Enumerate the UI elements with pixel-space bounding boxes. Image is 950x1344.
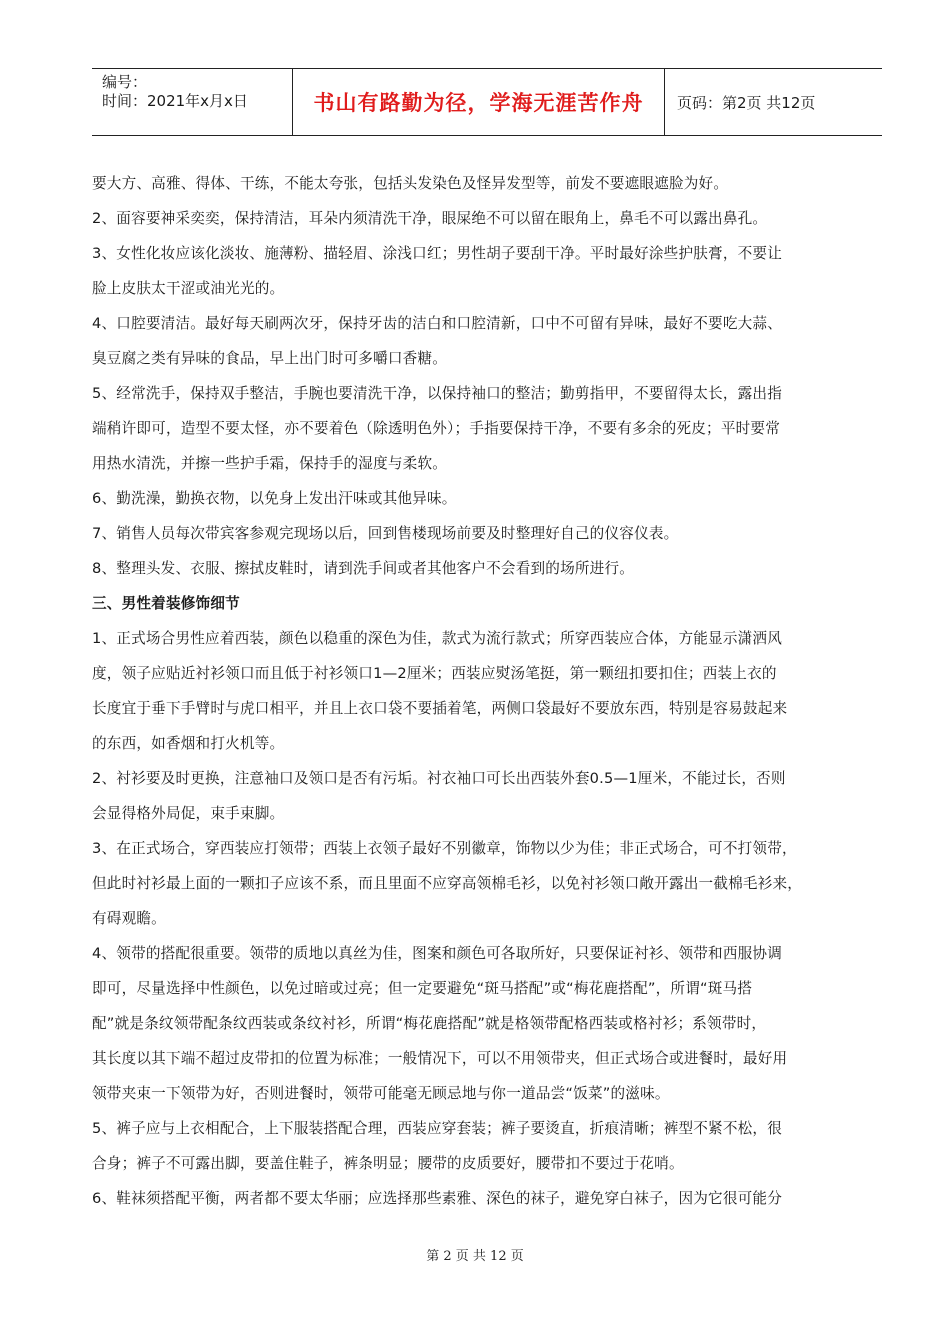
body-line: 有碍观瞻。 [92, 910, 166, 927]
serial-number-label: 编号： [102, 73, 148, 91]
body-line: 8、整理头发、衣服、擦拭皮鞋时，请到洗手间或者其他客户不会看到的场所进行。 [92, 560, 635, 577]
page-footer: 第 2 页 共 12 页 [426, 1249, 524, 1264]
section-heading: 三、男性着装修饰细节 [92, 595, 240, 612]
body-line: 6、勤洗澡，勤换衣物，以免身上发出汗味或其他异味。 [92, 490, 457, 507]
body-line: 2、衬衫要及时更换，注意袖口及领口是否有污垢。衬衣袖口可长出西装外套0.5—1厘米，不能过长，否则 [92, 770, 786, 787]
document-header [92, 68, 882, 136]
body-line: 5、经常洗手，保持双手整洁，手腕也要清洗干净，以保持袖口的整洁；勤剪指甲，不要留得太长，露出指 [92, 385, 783, 402]
body-line: 度，领子应贴近衬衫领口而且低于衬衫领口1—2厘米；西装应熨汤笔挺，第一颗纽扣要扣住；西装上衣的 [92, 665, 777, 682]
body-line: 但此时衬衫最上面的一颗扣子应该不系，而且里面不应穿高领棉毛衫，以免衬衫领口敞开露出一截棉毛衫来， [92, 875, 803, 892]
body-line: 1、正式场合男性应着西装，颜色以稳重的深色为佳，款式为流行款式；所穿西装应合体，方能显示潇洒风 [92, 630, 783, 647]
body-line: 配”就是条纹领带配条纹西装或条纹衬衫，所谓“梅花鹿搭配”就是格领带配格西装或格衬衫；系领带时， [92, 1015, 767, 1032]
body-line: 7、销售人员每次带宾客参观完现场以后，回到售楼现场前要及时整理好自己的仪容仪表。 [92, 525, 679, 542]
header-meta-cell [92, 69, 293, 135]
body-line: 4、口腔要清洁。最好每天刷两次牙，保持牙齿的洁白和口腔清新，口中不可留有异味，最好不要吃大蒜、 [92, 315, 783, 332]
body-line: 要大方、高雅、得体、干练，不能太夸张，包括头发染色及怪异发型等，前发不要遮眼遮脸为好。 [92, 175, 729, 192]
body-line: 用热水清洗，并擦一些护手霜，保持手的湿度与柔软。 [92, 455, 448, 472]
header-motto: 书山有路勤为径，学海无涯苦作舟 [293, 69, 665, 135]
body-line: 领带夹束一下领带为好，否则进餐时，领带可能毫无顾忌地与你一道品尝“饭菜”的滋味。 [92, 1085, 670, 1102]
body-line: 臭豆腐之类有异味的食品，早上出门时可多嚼口香糖。 [92, 350, 448, 367]
body-line: 的东西，如香烟和打火机等。 [92, 735, 285, 752]
body-line: 2、面容要神采奕奕，保持清洁，耳朵内须清洗干净，眼屎绝不可以留在眼角上，鼻毛不可以露出鼻孔。 [92, 210, 768, 227]
body-line: 其长度以其下端不超过皮带扣的位置为标准；一般情况下，可以不用领带夹，但正式场合或进餐时，最好用 [92, 1050, 788, 1067]
body-line: 3、在正式场合，穿西装应打领带；西装上衣领子最好不别徽章，饰物以少为佳；非正式场合，可不打领带， [92, 840, 797, 857]
body-line: 3、女性化妆应该化淡妆、施薄粉、描轻眉、涂浅口红；男性胡子要刮干净。平时最好涂些护肤膏，不要让 [92, 245, 783, 262]
body-line: 端稍许即可，造型不要太怪，亦不要着色（除透明色外）；手指要保持干净，不要有多余的死皮；平时要常 [92, 420, 781, 437]
body-line: 6、鞋袜须搭配平衡，两者都不要太华丽；应选择那些素雅、深色的袜子，避免穿白袜子，因为它很可能分 [92, 1190, 783, 1207]
header-page-number: 页码：第2页 共12页 [677, 93, 816, 112]
body-line: 长度宜于垂下手臂时与虎口相平，并且上衣口袋不要插着笔，两侧口袋最好不要放东西，特别是容易鼓起来 [92, 700, 788, 717]
body-line: 脸上皮肤太干涩或油光光的。 [92, 280, 285, 297]
body-line: 即可，尽量选择中性颜色，以免过暗或过亮；但一定要避免“斑马搭配”或“梅花鹿搭配”，所谓“斑马搭 [92, 980, 753, 997]
body-line: 合身；裤子不可露出脚，要盖住鞋子，裤条明显；腰带的皮质要好，腰带扣不要过于花哨。 [92, 1155, 684, 1172]
body-line: 会显得格外局促，束手束脚。 [92, 805, 285, 822]
body-line: 4、领带的搭配很重要。领带的质地以真丝为佳，图案和颜色可各取所好，只要保证衬衫、领带和西服协调 [92, 945, 783, 962]
body-line: 5、裤子应与上衣相配合，上下服装搭配合理，西装应穿套装；裤子要烫直，折痕清晰；裤型不紧不松，很 [92, 1120, 783, 1137]
time-label: 时间：2021年x月x日 [102, 92, 248, 110]
document-body [92, 166, 884, 1216]
